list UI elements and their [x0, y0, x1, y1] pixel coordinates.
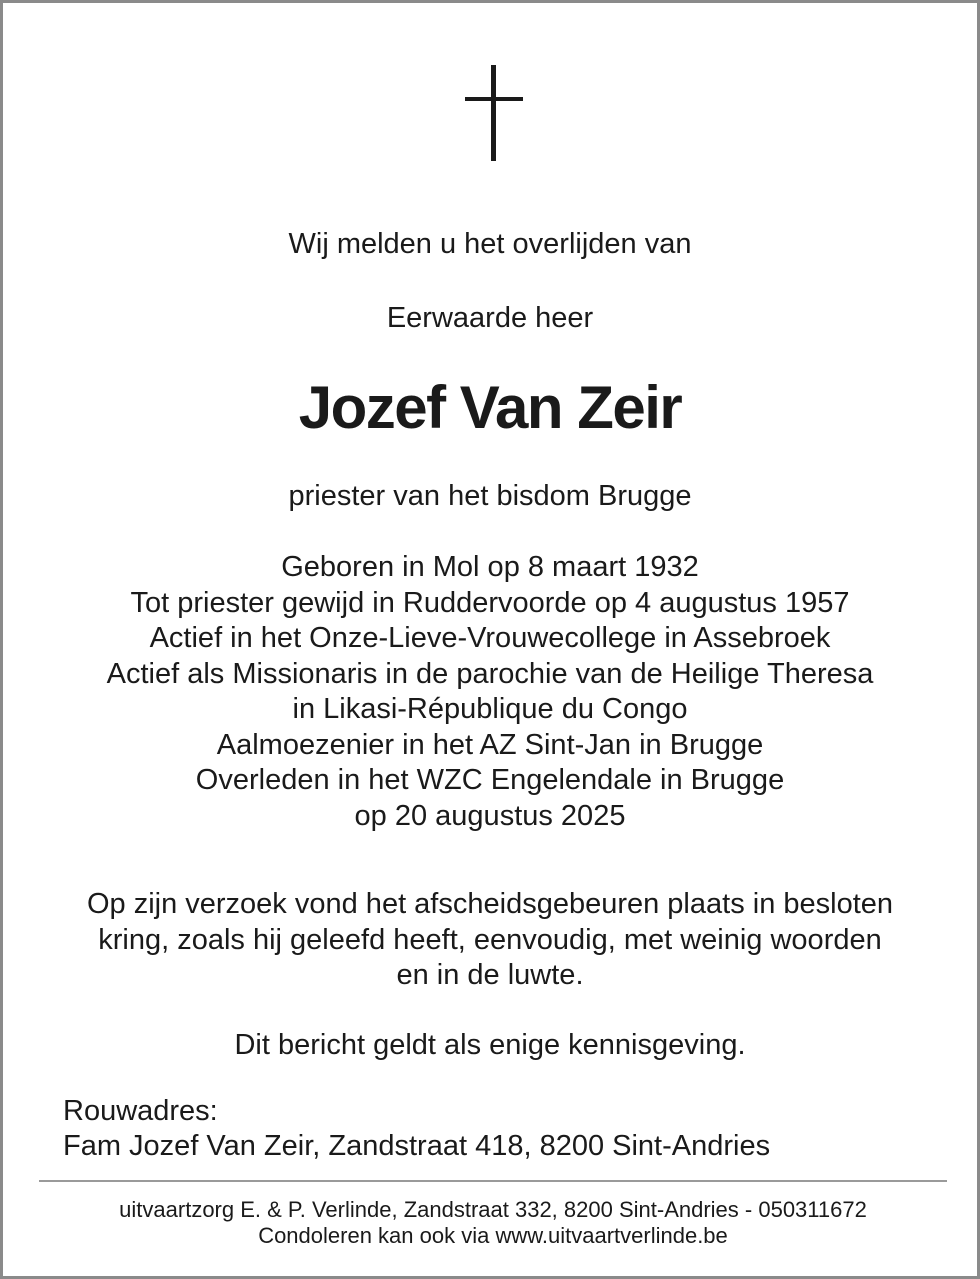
request-line: Op zijn verzoek vond het afscheidsgebeuren plaats in besloten	[86, 888, 894, 920]
footer	[3, 1197, 980, 1249]
mourning-address	[63, 1094, 770, 1164]
footer-divider	[39, 1180, 947, 1182]
deceased-name: Jozef Van Zeir	[298, 374, 682, 441]
condolence-info: Condoleren kan ook via www.uitvaartverlinde.be	[258, 1223, 728, 1248]
funeral-home-info: uitvaartzorg E. & P. Verlinde, Zandstraat 332, 8200 Sint-Andries - 050311672	[119, 1197, 867, 1222]
biography-line: Actief als Missionaris in de parochie van de Heilige Theresa	[106, 657, 874, 690]
biography-line: Geboren in Mol op 8 maart 1932	[281, 551, 699, 583]
cross-horizontal-bar	[465, 97, 523, 101]
honorific-title: Eerwaarde heer	[386, 302, 594, 334]
announcement-text: Wij melden u het overlijden van	[288, 228, 692, 260]
biography-line: in Likasi-République du Congo	[292, 693, 688, 725]
request-line: kring, zoals hij geleefd heeft, eenvoudig, met weinig woorden	[98, 923, 882, 956]
latin-cross-icon	[465, 65, 523, 161]
biography-block	[3, 550, 977, 834]
biography-line: Tot priester gewijd in Ruddervoorde op 4 augustus 1957	[130, 586, 850, 619]
request-block	[3, 887, 977, 994]
biography-line: op 20 augustus 2025	[354, 799, 626, 832]
biography-line: Overleden in het WZC Engelendale in Brugge	[195, 764, 785, 796]
notice-text: Dit bericht geldt als enige kennisgeving.	[234, 1029, 746, 1061]
biography-line: Actief in het Onze-Lieve-Vrouwecollege in Assebroek	[149, 622, 831, 654]
biography-line: Aalmoezenier in het AZ Sint-Jan in Brugge	[216, 728, 764, 761]
address-label: Rouwadres:	[63, 1095, 218, 1127]
cross-vertical-bar	[491, 65, 496, 161]
request-line: en in de luwte.	[396, 959, 584, 991]
address-line: Fam Jozef Van Zeir, Zandstraat 418, 8200 Sint-Andries	[63, 1130, 771, 1162]
deceased-role: priester van het bisdom Brugge	[288, 480, 692, 512]
